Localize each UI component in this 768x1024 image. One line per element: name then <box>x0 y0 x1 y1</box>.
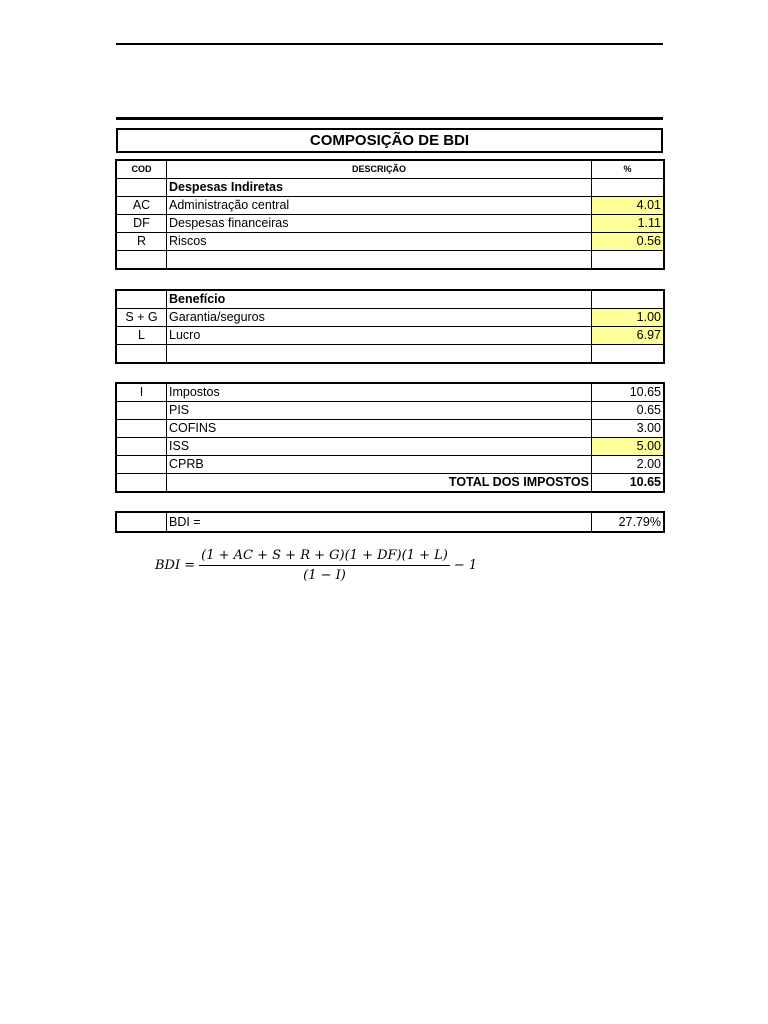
row-value: 0.65 <box>592 402 664 420</box>
bdi-result-table <box>116 512 664 532</box>
indirect-costs-table <box>116 160 664 269</box>
sheet-title: COMPOSIÇÃO DE BDI <box>116 128 663 153</box>
formula-numerator: (1 + AC + S + R + G)(1 + DF)(1 + L) <box>199 548 450 566</box>
row-description: COFINS <box>167 420 592 438</box>
row-description: Despesas financeiras <box>167 215 592 233</box>
row-code <box>117 420 167 438</box>
total-value: 10.65 <box>592 474 664 492</box>
section-heading: Despesas Indiretas <box>167 179 592 197</box>
bdi-formula <box>155 548 477 583</box>
row-value-input[interactable]: 4.01 <box>592 197 664 215</box>
benefit-table <box>116 290 664 363</box>
row-value-input[interactable]: 1.11 <box>592 215 664 233</box>
table-row <box>117 438 664 456</box>
row-code: DF <box>117 215 167 233</box>
header-pct: % <box>592 161 664 179</box>
top-rule <box>116 43 663 45</box>
row-description: ISS <box>167 438 592 456</box>
row-code: S + G <box>117 309 167 327</box>
row-description: Administração central <box>167 197 592 215</box>
row-value-input[interactable]: 0.56 <box>592 233 664 251</box>
row-code <box>117 456 167 474</box>
formula-tail: − 1 <box>453 558 478 573</box>
table-row <box>117 456 664 474</box>
formula-denominator: (1 − I) <box>303 568 346 583</box>
row-description: Lucro <box>167 327 592 345</box>
table-row <box>117 179 664 197</box>
table-row <box>117 420 664 438</box>
header-cod: COD <box>117 161 167 179</box>
formula-lhs: BDI = <box>155 558 196 573</box>
row-value: 2.00 <box>592 456 664 474</box>
table-row <box>117 291 664 309</box>
bdi-row <box>117 513 664 532</box>
header-row <box>117 161 664 179</box>
row-code: R <box>117 233 167 251</box>
row-value: 10.65 <box>592 384 664 402</box>
table-row <box>117 309 664 327</box>
row-description: Riscos <box>167 233 592 251</box>
formula-fraction <box>199 548 450 583</box>
table-row <box>117 233 664 251</box>
row-value-input[interactable]: 1.00 <box>592 309 664 327</box>
empty-row <box>117 251 664 269</box>
row-description: Garantia/seguros <box>167 309 592 327</box>
row-description: PIS <box>167 402 592 420</box>
bdi-label: BDI = <box>167 513 592 532</box>
row-value: 3.00 <box>592 420 664 438</box>
bdi-value: 27.79% <box>592 513 664 532</box>
row-code: I <box>117 384 167 402</box>
section-rule <box>116 117 663 120</box>
row-value-input[interactable]: 6.97 <box>592 327 664 345</box>
header-descricao: DESCRIÇÃO <box>167 161 592 179</box>
taxes-table <box>116 383 664 492</box>
table-row <box>117 327 664 345</box>
row-code: AC <box>117 197 167 215</box>
row-code <box>117 438 167 456</box>
row-code <box>117 402 167 420</box>
row-value-input[interactable]: 5.00 <box>592 438 664 456</box>
total-label: TOTAL DOS IMPOSTOS <box>167 474 592 492</box>
section-heading: Benefício <box>167 291 592 309</box>
table-row <box>117 384 664 402</box>
table-row <box>117 215 664 233</box>
empty-row <box>117 345 664 363</box>
table-row <box>117 197 664 215</box>
row-description: CPRB <box>167 456 592 474</box>
total-row <box>117 474 664 492</box>
table-row <box>117 402 664 420</box>
row-code: L <box>117 327 167 345</box>
row-description: Impostos <box>167 384 592 402</box>
